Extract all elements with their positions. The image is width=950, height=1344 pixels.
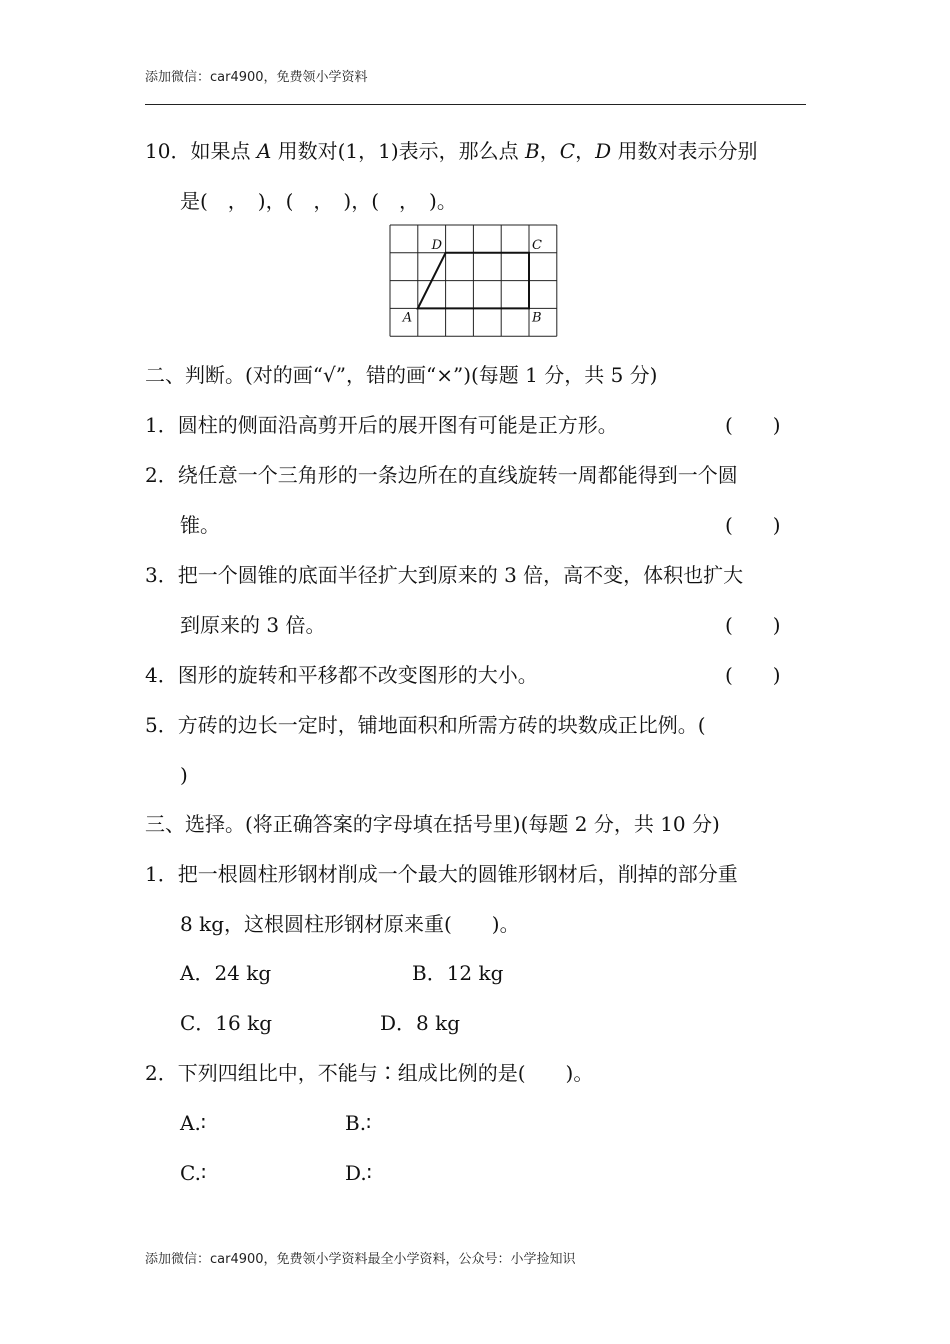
judge-3-text: 3．把一个圆锥的底面半径扩大到原来的 3 倍，高不变，体积也扩大 [145, 563, 744, 587]
point-label-c: C [532, 237, 542, 253]
choice-1-option-b[interactable]: B．12 kg [412, 961, 504, 985]
judge-1-answer[interactable]: ( ) [725, 413, 781, 437]
judge-4-text: 4．图形的旋转和平移都不改变图形的大小。 [145, 663, 538, 687]
choice-1-option-c[interactable]: C．16 kg [180, 1011, 273, 1035]
judge-2-answer[interactable]: ( ) [725, 513, 781, 537]
judge-2-text-cont: 锥。 [180, 513, 220, 537]
q10-var-c: C [559, 139, 576, 163]
choice-1-text-cont: 8 kg，这根圆柱形钢材原来重( )。 [180, 912, 520, 936]
q10-text-b: 用数对(1，1)表示，那么点 [271, 139, 526, 163]
choice-2-text: 2．下列四组比中，不能与∶组成比例的是( )。 [145, 1061, 594, 1085]
q10-var-b: B [525, 139, 540, 163]
q10-var-d: D [595, 139, 612, 163]
q10-text-c: 用数对表示分别 [611, 139, 758, 163]
choice-2-option-d[interactable]: D.∶ [345, 1161, 372, 1185]
q10-text-a: 10．如果点 [145, 139, 257, 163]
choice-2-option-c[interactable]: C.∶ [180, 1161, 207, 1185]
footer-note: 添加微信：car4900，免费领小学资料最全小学资料，公众号：小学捡知识 [145, 1252, 576, 1267]
choice-1-option-a[interactable]: A．24 kg [180, 961, 272, 985]
grid-svg [389, 224, 559, 338]
point-label-d: D [431, 237, 443, 253]
q10-sep1: ， [539, 139, 560, 163]
judge-3-text-cont: 到原来的 3 倍。 [180, 613, 326, 637]
judge-1-text: 1．圆柱的侧面沿高剪开后的展开图有可能是正方形。 [145, 413, 618, 437]
choice-2-option-a[interactable]: A.∶ [180, 1111, 207, 1135]
judge-5-text-cont[interactable]: ) [180, 763, 188, 787]
header-rule [145, 104, 806, 105]
choice-2-option-b[interactable]: B.∶ [345, 1111, 372, 1135]
choice-1-text: 1．把一根圆柱形钢材削成一个最大的圆锥形钢材后，削掉的部分重 [145, 862, 738, 886]
q10-sep2: ， [575, 139, 596, 163]
point-label-b: B [532, 310, 542, 326]
point-label-a: A [402, 310, 413, 326]
judge-3-answer[interactable]: ( ) [725, 613, 781, 637]
section2-heading: 二、判断。(对的画“√”，错的画“×”)(每题 1 分，共 5 分) [145, 363, 658, 387]
header-note: 添加微信：car4900，免费领小学资料 [145, 70, 368, 85]
q10-line2: 是( ， )，( ， )，( ， )。 [180, 189, 457, 213]
judge-4-answer[interactable]: ( ) [725, 663, 781, 687]
choice-1-option-d[interactable]: D．8 kg [380, 1011, 461, 1035]
judge-5-text: 5．方砖的边长一定时，铺地面积和所需方砖的块数成正比例。( [145, 713, 706, 737]
judge-2-text: 2．绕任意一个三角形的一条边所在的直线旋转一周都能得到一个圆 [145, 463, 738, 487]
q10-line1 [145, 141, 757, 161]
q10-var-a: A [256, 139, 272, 163]
section3-heading: 三、选择。(将正确答案的字母填在括号里)(每题 2 分，共 10 分) [145, 812, 720, 836]
coordinate-grid [389, 224, 559, 342]
